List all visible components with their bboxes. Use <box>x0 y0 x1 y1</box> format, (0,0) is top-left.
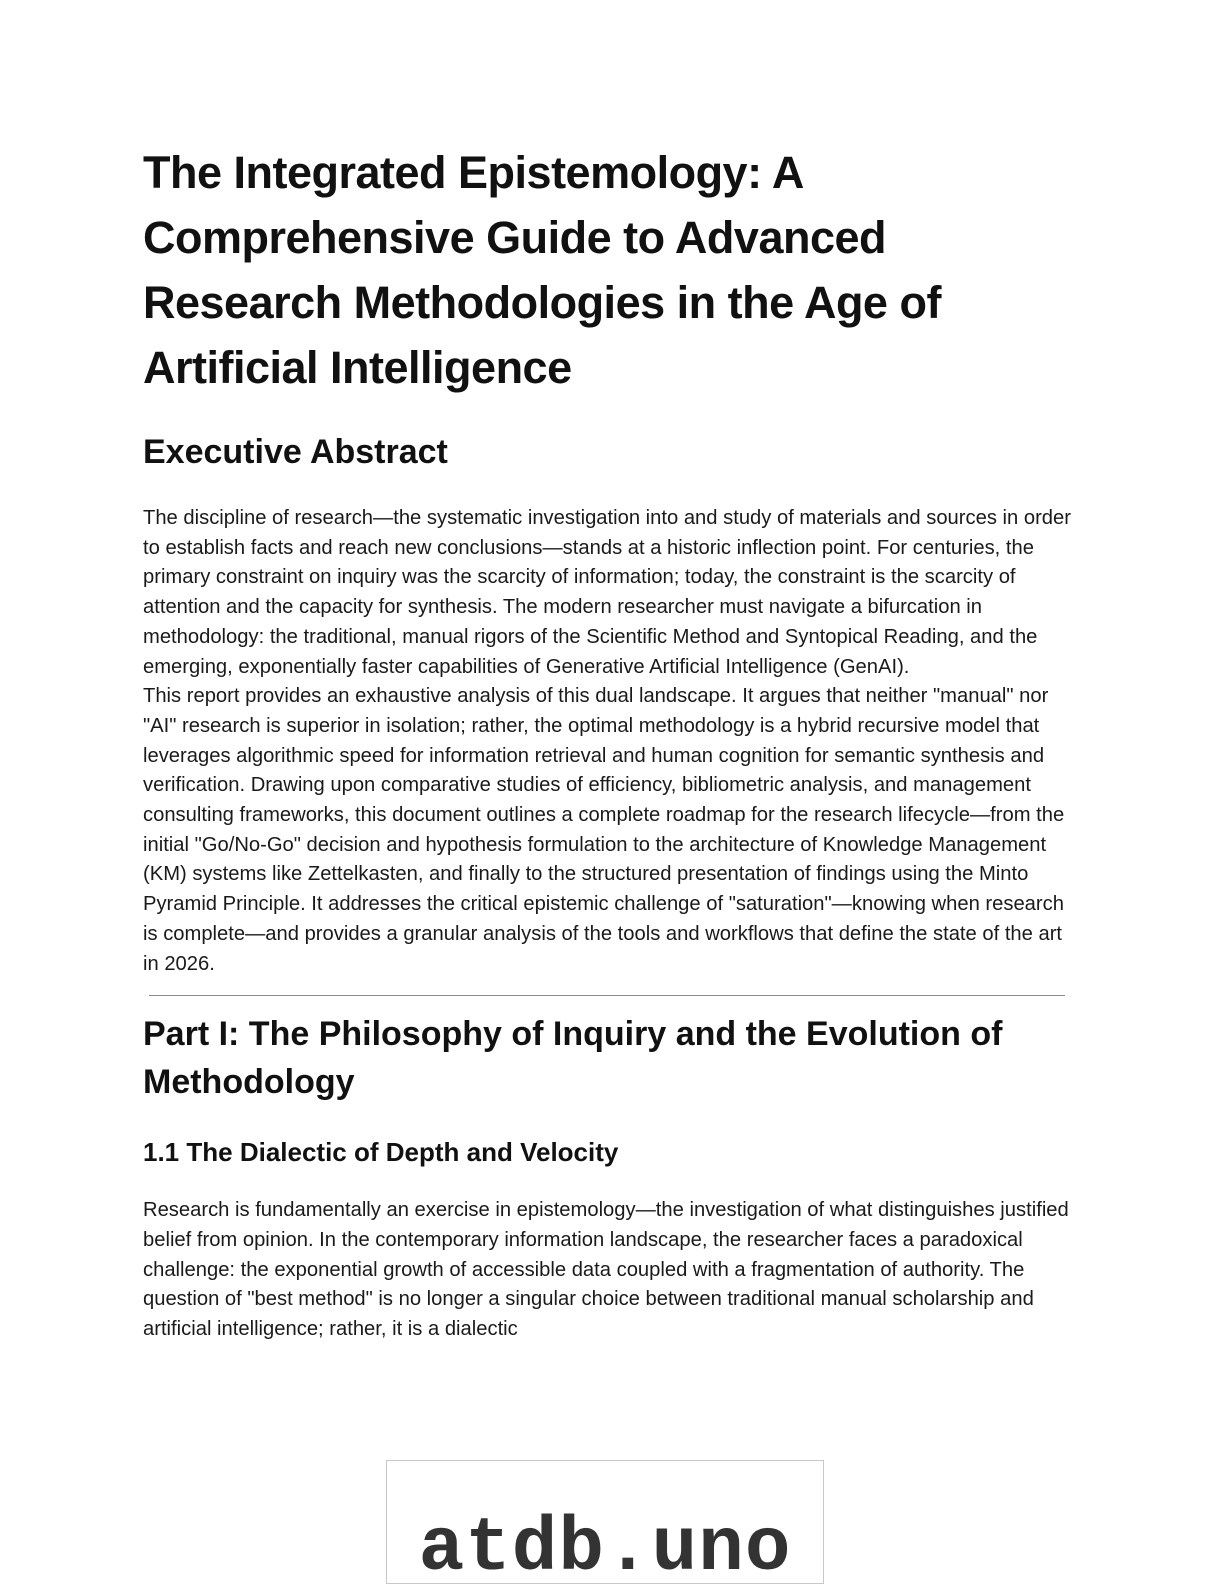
abstract-paragraph-1: The discipline of research—the systematic investigation into and study of materials and sources in order to establish facts and reach new conclusions—stands at a historic inflection point. For centuries, the primary constraint on inquiry was the scarcity of information; today, the constraint is the scarcity of attention and the capacity for synthesis. The modern researcher must navigate a bifurcation in methodology: the traditional, manual rigors of the Scientific Method and Syntopical Reading, and the emerging, exponentially faster capabilities of Generative Artificial Intelligence (GenAI). <box>143 507 1071 678</box>
section-divider <box>149 995 1065 996</box>
watermark-text: atdb.uno <box>418 1506 792 1584</box>
abstract-heading: Executive Abstract <box>143 433 448 471</box>
watermark-box <box>386 1460 824 1584</box>
document-page <box>143 140 1073 1345</box>
abstract-paragraph-2: This report provides an exhaustive analysis of this dual landscape. It argues that neither "manual" nor "AI" research is superior in isolation; rather, the optimal methodology is a hybrid recursive model that leverages algorithmic speed for information retrieval and human cognition for semantic synthesis and verification. Drawing upon comparative studies of efficiency, bibliometric analysis, and management consulting frameworks, this document outlines a complete roadmap for the research lifecycle—from the initial "Go/No-Go" decision and hypothesis formulation to the architecture of Knowledge Management (KM) systems like Zettelkasten, and finally to the structured presentation of findings using the Minto Pyramid Principle. It addresses the critical epistemic challenge of "saturation"—knowing when research is complete—and provides a granular analysis of the tools and workflows that define the state of the art in 2026. <box>143 685 1065 975</box>
section-1-1-heading: 1.1 The Dialectic of Depth and Velocity <box>143 1137 619 1168</box>
document-title: The Integrated Epistemology: A Comprehensive Guide to Advanced Research Methodologies in the Age of Artificial Intelligence <box>143 147 941 393</box>
part-1-heading: Part I: The Philosophy of Inquiry and the Evolution of Methodology <box>143 1015 1003 1102</box>
section-1-1-paragraph: Research is fundamentally an exercise in epistemology—the investigation of what distinguishes justified belief from opinion. In the contemporary information landscape, the researcher faces a paradoxical challenge: the exponential growth of accessible data coupled with a fragmentation of authority. The question of "best method" is no longer a singular choice between traditional manual scholarship and artificial intelligence; rather, it is a dialectic <box>143 1199 1069 1341</box>
